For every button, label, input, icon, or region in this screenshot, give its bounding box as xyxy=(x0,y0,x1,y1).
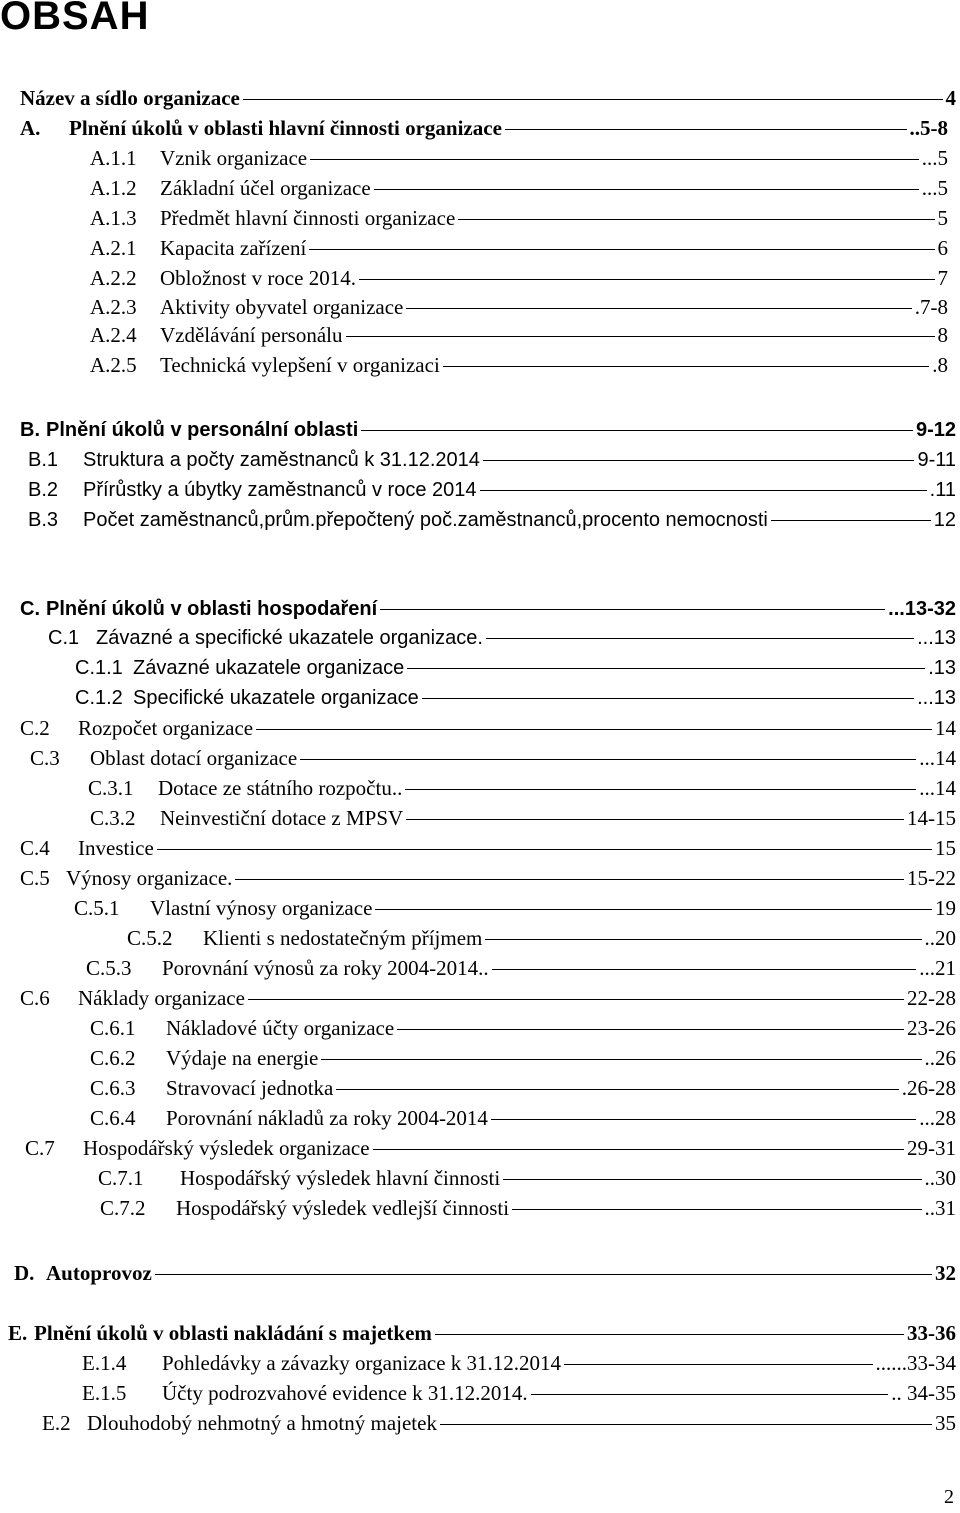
toc-entry-title: Nákladové účty organizace xyxy=(166,1016,395,1040)
toc-entry-title: Plnění úkolů v oblasti nakládání s majetkem xyxy=(34,1321,432,1345)
toc-leader-line xyxy=(155,1274,932,1275)
toc-entry-number: C.3.1 xyxy=(88,776,134,800)
toc-entry-number: C.5 xyxy=(20,866,50,890)
toc-entry xyxy=(20,416,956,444)
toc-leader-line xyxy=(310,159,919,160)
toc-leader-line xyxy=(480,490,927,491)
toc-entry-number: C.7.1 xyxy=(98,1166,144,1190)
toc-leader-line xyxy=(503,1179,921,1180)
toc-entry-page: 12 xyxy=(933,509,956,531)
toc-entry-number: C.6.3 xyxy=(90,1076,136,1100)
toc-entry xyxy=(20,595,956,623)
toc-entry-number: C.1.1 xyxy=(75,657,123,679)
toc-entry-title: Dlouhodobý nehmotný a hmotný majetek xyxy=(87,1411,437,1435)
toc-entry xyxy=(74,894,956,922)
toc-entry xyxy=(90,174,948,202)
toc-entry-page: ..5-8 xyxy=(909,116,948,140)
toc-entry-number: A.2.2 xyxy=(90,266,137,290)
toc-entry xyxy=(20,984,956,1012)
toc-entry-page: .26-28 xyxy=(901,1076,956,1100)
toc-entry xyxy=(90,804,956,832)
toc-entry-number: B.3 xyxy=(28,509,59,531)
toc-entry xyxy=(75,654,956,682)
toc-leader-line xyxy=(309,249,934,250)
toc-entry-number: A.2.1 xyxy=(90,236,137,260)
toc-entry-number: C.1 xyxy=(48,627,80,649)
toc-entry xyxy=(98,1164,956,1192)
toc-entry xyxy=(90,264,948,292)
toc-leader-line xyxy=(485,939,921,940)
toc-entry xyxy=(20,84,956,112)
toc-entry-title: Vlastní výnosy organizace xyxy=(150,896,373,920)
toc-entry-page: ..31 xyxy=(924,1196,956,1220)
toc-entry-title: Vznik organizace xyxy=(160,146,308,170)
toc-entry-number: C.5.3 xyxy=(86,956,132,980)
toc-entry xyxy=(90,234,948,262)
toc-entry-page: 19 xyxy=(935,896,956,920)
page-number: 2 xyxy=(944,1486,954,1508)
toc-entry-page: ...13-32 xyxy=(888,598,956,620)
toc-entry-page: 8 xyxy=(937,323,948,347)
toc-entry-page: 22-28 xyxy=(907,986,956,1010)
toc-entry-title: Počet zaměstnanců,prům.přepočtený poč.zaměstnanců,procento nemocnosti xyxy=(83,509,768,531)
toc-entry-number: C. xyxy=(20,598,40,620)
toc-entry-page: ......33-34 xyxy=(875,1351,956,1375)
toc-entry xyxy=(90,1074,956,1102)
toc-entry-title: Neinvestiční dotace z MPSV xyxy=(160,806,404,830)
toc-leader-line xyxy=(505,129,907,130)
toc-leader-line xyxy=(492,969,917,970)
toc-entry-page: 15-22 xyxy=(907,866,956,890)
toc-entry xyxy=(88,774,956,802)
toc-entry-title: Závazné ukazatele organizace xyxy=(133,657,405,679)
toc-entry-page: 15 xyxy=(935,836,956,860)
toc-entry-title: Plnění úkolů v personální oblasti xyxy=(46,419,359,441)
toc-entry-title: Technická vylepšení v organizaci xyxy=(160,353,440,377)
toc-entry-page: 6 xyxy=(937,236,948,260)
toc-entry-title: Účty podrozvahové evidence k 31.12.2014. xyxy=(162,1381,528,1405)
toc-entry-title: Struktura a počty zaměstnanců k 31.12.2014 xyxy=(83,449,480,471)
toc-entry xyxy=(100,1194,956,1222)
toc-entry-title: Specifické ukazatele organizace xyxy=(133,687,419,709)
toc-leader-line xyxy=(243,99,943,100)
toc-entry xyxy=(90,144,948,172)
toc-entry-number: B.1 xyxy=(28,449,59,471)
toc-leader-line xyxy=(407,668,925,669)
toc-entry-page: 5 xyxy=(937,206,948,230)
toc-entry xyxy=(90,1044,956,1072)
toc-entry xyxy=(20,834,956,862)
toc-entry-title: Porovnání nákladů za roky 2004-2014 xyxy=(166,1106,488,1130)
toc-entry-title: Investice xyxy=(78,836,154,860)
toc-entry-title: Aktivity obyvatel organizace xyxy=(160,295,404,319)
toc-entry-number: E.1.5 xyxy=(82,1381,127,1405)
toc-entry-title: Vzdělávání personálu xyxy=(160,323,343,347)
toc-entry-title: Obložnost v roce 2014. xyxy=(160,266,356,290)
toc-leader-line xyxy=(321,1059,921,1060)
toc-entry-page: ...5 xyxy=(921,146,948,170)
toc-entry-title: Hospodářský výsledek vedlejší činnosti xyxy=(176,1196,510,1220)
toc-entry-title: Autoprovoz xyxy=(46,1261,152,1285)
toc-entry xyxy=(25,1134,956,1162)
toc-entry xyxy=(28,476,956,504)
toc-entry-title: Rozpočet organizace xyxy=(78,716,254,740)
toc-entry xyxy=(28,446,956,474)
toc-entry xyxy=(42,1409,956,1437)
toc-entry-title: Plnění úkolů v oblasti hospodaření xyxy=(46,598,378,620)
toc-entry-title: Základní účel organizace xyxy=(160,176,371,200)
toc-leader-line xyxy=(406,308,911,309)
page-title: OBSAH xyxy=(0,0,150,38)
toc-leader-line xyxy=(380,609,885,610)
toc-leader-line xyxy=(336,1089,898,1090)
toc-entry-number: C.6.2 xyxy=(90,1046,136,1070)
toc-entry-number: C.6.1 xyxy=(90,1016,136,1040)
toc-leader-line xyxy=(248,999,904,1000)
toc-entry-number: B. xyxy=(20,419,40,441)
toc-leader-line xyxy=(486,638,914,639)
toc-leader-line xyxy=(157,849,932,850)
toc-leader-line xyxy=(771,520,931,521)
toc-entry-title: Předmět hlavní činnosti organizace xyxy=(160,206,456,230)
toc-entry xyxy=(90,351,948,379)
toc-entry-number: C.5.2 xyxy=(127,926,173,950)
toc-entry-page: ...5 xyxy=(921,176,948,200)
toc-entry-page: 33-36 xyxy=(907,1321,956,1345)
toc-entry-number: A.1.3 xyxy=(90,206,137,230)
toc-entry-number: C.3 xyxy=(30,746,60,770)
toc-entry-number: C.6.4 xyxy=(90,1106,136,1130)
toc-entry-page: 14 xyxy=(935,716,956,740)
toc-entry-title: Přírůstky a úbytky zaměstnanců v roce 2014 xyxy=(83,479,477,501)
toc-leader-line xyxy=(512,1209,921,1210)
toc-entry-number: B.2 xyxy=(28,479,59,501)
toc-entry-number: A.1.1 xyxy=(90,146,137,170)
toc-entry xyxy=(20,714,956,742)
toc-entry-page: .. 34-35 xyxy=(891,1381,956,1405)
toc-entry-number: D. xyxy=(14,1261,35,1285)
toc-entry-number: C.4 xyxy=(20,836,50,860)
toc-entry xyxy=(8,1319,956,1347)
toc-entry-number: E. xyxy=(8,1321,28,1345)
toc-entry-title: Náklady organizace xyxy=(78,986,245,1010)
toc-entry-page: ...13 xyxy=(917,627,956,649)
toc-leader-line xyxy=(373,1149,904,1150)
toc-leader-line xyxy=(374,189,919,190)
toc-entry-page: .13 xyxy=(928,657,956,679)
toc-entry-title: Hospodářský výsledek hlavní činnosti xyxy=(180,1166,501,1190)
toc-entry-number: E.2 xyxy=(42,1411,71,1435)
toc-entry-page: ...28 xyxy=(919,1106,956,1130)
toc-entry-number: A.2.4 xyxy=(90,323,137,347)
toc-entry-title: Oblast dotací organizace xyxy=(90,746,298,770)
toc-entry-page: 29-31 xyxy=(907,1136,956,1160)
toc-leader-line xyxy=(375,909,932,910)
toc-entry-page: 23-26 xyxy=(907,1016,956,1040)
toc-entry-page: 4 xyxy=(945,86,956,110)
toc-entry-number: C.7 xyxy=(25,1136,55,1160)
toc-entry-title: Hospodářský výsledek organizace xyxy=(83,1136,370,1160)
toc-entry xyxy=(20,114,948,142)
toc-entry-page: 32 xyxy=(935,1261,956,1285)
toc-entry-number: A.2.5 xyxy=(90,353,137,377)
toc-entry xyxy=(20,864,956,892)
toc-entry-title: Výdaje na energie xyxy=(166,1046,319,1070)
toc-leader-line xyxy=(483,460,915,461)
toc-leader-line xyxy=(405,789,916,790)
toc-entry-title: Stravovací jednotka xyxy=(166,1076,334,1100)
toc-leader-line xyxy=(440,1424,932,1425)
toc-entry-title: Název a sídlo organizace xyxy=(20,86,240,110)
toc-entry-page: ...13 xyxy=(917,687,956,709)
toc-entry-page: 14-15 xyxy=(907,806,956,830)
toc-entry-title: Dotace ze státního rozpočtu.. xyxy=(158,776,403,800)
toc-entry-page: ...14 xyxy=(919,746,956,770)
toc-entry-page: ..26 xyxy=(924,1046,956,1070)
toc-leader-line xyxy=(422,698,914,699)
toc-entry-number: A.1.2 xyxy=(90,176,137,200)
toc-leader-line xyxy=(491,1119,916,1120)
toc-entry xyxy=(86,954,956,982)
toc-entry-number: C.3.2 xyxy=(90,806,136,830)
toc-leader-line xyxy=(564,1364,872,1365)
toc-entry-page: 9-11 xyxy=(917,449,956,471)
toc-entry-page: .8 xyxy=(932,353,948,377)
toc-entry xyxy=(90,1014,956,1042)
toc-entry xyxy=(90,204,948,232)
toc-leader-line xyxy=(458,219,934,220)
toc-leader-line xyxy=(531,1394,889,1395)
toc-entry xyxy=(90,1104,956,1132)
toc-entry-title: Pohledávky a závazky organizace k 31.12.2014 xyxy=(162,1351,562,1375)
toc-leader-line xyxy=(359,279,935,280)
toc-entry-number: C.5.1 xyxy=(74,896,120,920)
toc-entry-number: C.7.2 xyxy=(100,1196,146,1220)
toc-entry-number: C.1.2 xyxy=(75,687,123,709)
toc-entry-title: Kapacita zařízení xyxy=(160,236,307,260)
toc-entry-page: ..20 xyxy=(924,926,956,950)
toc-entry-title: Plnění úkolů v oblasti hlavní činnosti organizace xyxy=(69,116,502,140)
toc-entry-page: 7 xyxy=(937,266,948,290)
toc-entry xyxy=(14,1259,956,1287)
toc-leader-line xyxy=(256,729,932,730)
toc-entry-number: E.1.4 xyxy=(82,1351,127,1375)
toc-entry-page: ..30 xyxy=(924,1166,956,1190)
toc-entry xyxy=(82,1349,956,1377)
toc-entry xyxy=(30,744,956,772)
toc-entry xyxy=(82,1379,956,1407)
toc-leader-line xyxy=(397,1029,904,1030)
toc-entry-title: Závazné a specifické ukazatele organizace. xyxy=(96,627,483,649)
toc-leader-line xyxy=(443,366,929,367)
toc-entry-number: C.6 xyxy=(20,986,50,1010)
toc-entry-title: Porovnání výnosů za roky 2004-2014.. xyxy=(162,956,489,980)
toc-entry-number: A.2.3 xyxy=(90,295,137,319)
toc-entry-page: 9-12 xyxy=(915,419,956,441)
toc-entry xyxy=(127,924,956,952)
toc-entry-number: A. xyxy=(20,116,41,140)
toc-entry-page: 35 xyxy=(935,1411,956,1435)
toc-leader-line xyxy=(300,759,916,760)
toc-leader-line xyxy=(406,819,904,820)
toc-leader-line xyxy=(435,1334,904,1335)
toc-entry-number: C.2 xyxy=(20,716,50,740)
toc-leader-line xyxy=(361,430,913,431)
toc-entry xyxy=(90,321,948,349)
toc-entry-page: ...14 xyxy=(919,776,956,800)
toc-entry-page: ...21 xyxy=(919,956,956,980)
toc-entry-page: .7-8 xyxy=(914,295,948,319)
toc-leader-line xyxy=(235,879,904,880)
toc-entry-title: Výnosy organizace. xyxy=(66,866,233,890)
toc-entry xyxy=(28,506,956,534)
toc-entry-page: .11 xyxy=(929,479,956,501)
toc-entry xyxy=(90,293,948,321)
toc-entry-title: Klienti s nedostatečným příjmem xyxy=(203,926,483,950)
toc-leader-line xyxy=(346,336,935,337)
toc-entry xyxy=(75,684,956,712)
toc-entry xyxy=(48,624,956,652)
